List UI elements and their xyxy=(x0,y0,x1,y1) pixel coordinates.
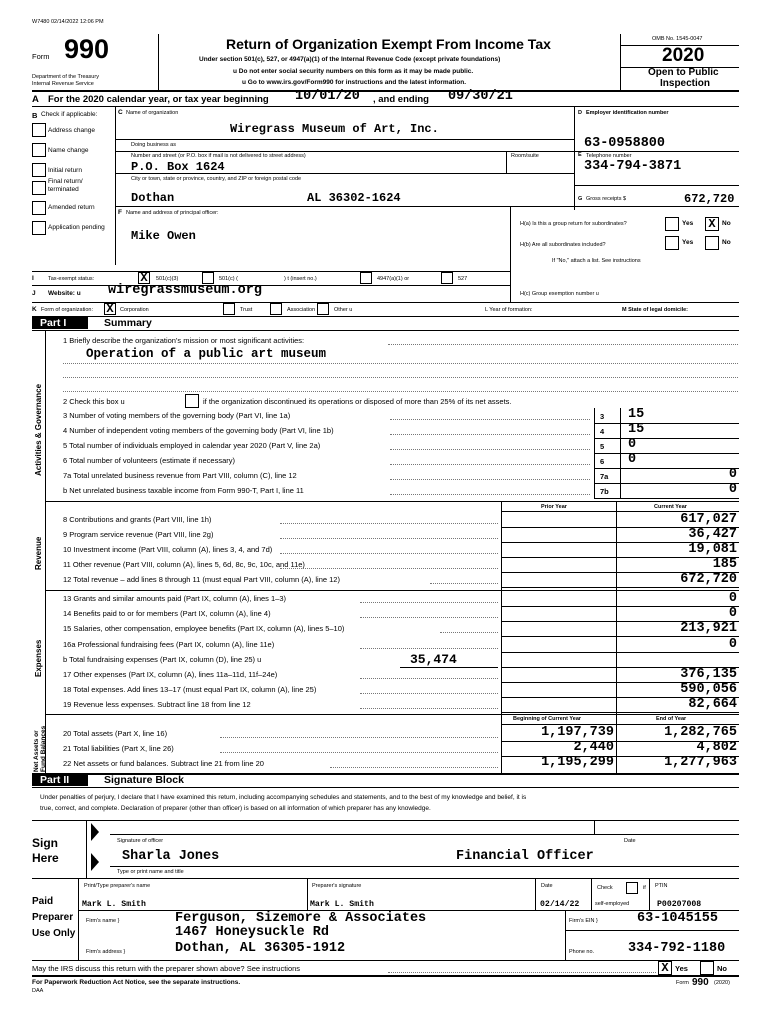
principal-officer[interactable]: Mike Owen xyxy=(131,229,196,243)
tax-year: 2020 xyxy=(662,45,705,66)
gov-line-text: 5 Total number of individuals employed in calendar year 2020 (Part V, line 2a) xyxy=(63,441,321,450)
expense-current-year[interactable]: 0 xyxy=(728,591,737,606)
expense-current-year[interactable]: 213,921 xyxy=(680,621,737,636)
paid-label: Paid xyxy=(32,896,54,907)
application-pending-label: Application pending xyxy=(48,224,105,231)
gov-line-number: 6 xyxy=(600,457,605,466)
street-address[interactable]: P.O. Box 1624 xyxy=(131,160,225,174)
revenue-line-text: 8 Contributions and grants (Part VIII, line 1h) xyxy=(63,515,212,524)
form-number: 990 xyxy=(64,34,110,64)
corporation-label: Corporation xyxy=(120,307,149,313)
part1-label: Part I xyxy=(40,317,67,329)
hb-yes-checkbox[interactable] xyxy=(665,236,679,250)
firm-address-1[interactable]: 1467 Honeysuckle Rd xyxy=(175,925,329,940)
gov-line-number: 5 xyxy=(600,442,605,451)
part2-label: Part II xyxy=(40,774,70,786)
paperwork-notice: For Paperwork Reduction Act Notice, see the separate instructions. xyxy=(32,979,241,986)
form-word: Form xyxy=(32,52,50,61)
ha-yes-label: Yes xyxy=(682,220,694,227)
line-a-label: A xyxy=(32,94,39,105)
section-d-label: D xyxy=(578,110,582,116)
street-label: Number and street (or P.O. box if mail is not delivered to street address) xyxy=(131,153,306,159)
preparer-date[interactable]: 02/14/22 xyxy=(540,900,580,909)
sign-arrow-icon-2 xyxy=(91,853,99,871)
discuss-yes-checkbox[interactable]: X xyxy=(658,961,672,975)
amended-return-label: Amended return xyxy=(48,204,95,211)
and-ending: , and ending xyxy=(373,94,429,105)
final-return-label: Final return/ terminated xyxy=(48,178,83,193)
hb-yes-label: Yes xyxy=(682,239,694,246)
gov-line-text: 7a Total unrelated business revenue from Part VIII, column (C), line 12 xyxy=(63,471,297,480)
net-assets-line-text: 21 Total liabilities (Part X, line 26) xyxy=(63,744,174,753)
expense-current-year[interactable]: 376,135 xyxy=(680,667,737,682)
open-public: Open to Public xyxy=(648,67,719,78)
prior-year-header: Prior Year xyxy=(541,504,567,510)
ha-question: H(a) Is this a group return for subordinates? xyxy=(520,221,627,227)
side-activities: Activities & Governance xyxy=(34,383,43,476)
ein-value[interactable]: 63-0958800 xyxy=(584,136,666,151)
instructions-note: u Go to www.irs.gov/Form990 for instructions and the latest information. xyxy=(242,79,467,86)
type-name-label: Type or print name and title xyxy=(117,869,184,875)
501c-label: 501(c) ( xyxy=(219,276,238,282)
section-i-label: I xyxy=(32,275,34,282)
signer-title[interactable]: Financial Officer xyxy=(456,849,594,864)
dept-irs: Internal Revenue Service xyxy=(32,81,94,87)
expense-line-text: 19 Revenue less expenses. Subtract line 18 from line 12 xyxy=(63,700,251,709)
discuss-no-checkbox[interactable] xyxy=(700,961,714,975)
expense-line-text: 14 Benefits paid to or for members (Part IX, column (A), line 4) xyxy=(63,609,271,618)
if-label: if xyxy=(643,885,646,891)
legal-domicile-label: M State of legal domicile: xyxy=(622,307,689,313)
firm-name-label: Firm's name } xyxy=(86,918,120,924)
insert-no-label: ) t (insert no.) xyxy=(284,276,317,282)
signer-name[interactable]: Sharla Jones xyxy=(122,849,220,864)
expense-line-text: 18 Total expenses. Add lines 13–17 (must equal Part IX, column (A), line 25) xyxy=(63,685,317,694)
net-assets-beginning[interactable]: 1,195,299 xyxy=(541,755,614,770)
net-assets-end[interactable]: 4,802 xyxy=(696,740,737,755)
application-pending-checkbox[interactable] xyxy=(32,221,46,235)
footer-form-year: (2020) xyxy=(714,980,730,986)
footer-form-word: Form xyxy=(676,980,689,986)
principal-officer-label: Name and address of principal officer: xyxy=(126,210,219,216)
part2-title: Signature Block xyxy=(104,774,184,786)
sign-label: Sign xyxy=(32,836,58,850)
expense-current-year[interactable]: 590,056 xyxy=(680,682,737,697)
prep-sig-label: Preparer's signature xyxy=(312,883,362,889)
trust-checkbox[interactable] xyxy=(223,303,235,315)
dba-label: Doing business as xyxy=(131,142,176,148)
final-return-checkbox[interactable] xyxy=(32,181,46,195)
net-assets-beginning[interactable]: 2,440 xyxy=(573,740,614,755)
line-a-text: For the 2020 calendar year, or tax year beginning xyxy=(48,94,269,105)
city[interactable]: Dothan xyxy=(131,191,175,205)
side-net-assets: Net Assets or Fund Balances xyxy=(33,725,47,772)
gov-line-text: 3 Number of voting members of the governing body (Part VI, line 1a) xyxy=(63,411,291,420)
other-org-label: Other u xyxy=(334,307,353,313)
other-org-checkbox[interactable] xyxy=(317,303,329,315)
gov-line-number: 4 xyxy=(600,427,605,436)
hc-question: H(c) Group exemption number u xyxy=(520,291,599,297)
ssn-note: u Do not enter social security numbers on this form as it may be made public. xyxy=(233,68,474,75)
firm-ein-label: Firm's EIN } xyxy=(569,918,598,924)
org-name[interactable]: Wiregrass Museum of Art, Inc. xyxy=(230,122,439,136)
hb-no-label: No xyxy=(722,239,731,246)
form-subtitle: Under section 501(c), 527, or 4947(a)(1) of the Internal Revenue Code (except private foundations) xyxy=(199,56,501,63)
discuss-yes-label: Yes xyxy=(675,964,688,973)
print-stamp: W7480 02/14/2022 12:06 PM xyxy=(32,19,104,25)
ein-label: Employer identification number xyxy=(586,110,669,116)
gov-line-number: 7a xyxy=(600,472,609,481)
state-zip[interactable]: AL 36302-1624 xyxy=(307,191,401,205)
initial-return-checkbox[interactable] xyxy=(32,163,46,177)
eoy-header: End of Year xyxy=(656,716,687,722)
expense-current-year[interactable]: 0 xyxy=(728,637,737,652)
expense-line-text: b Total fundraising expenses (Part IX, column (D), line 25) u xyxy=(63,655,262,664)
part1-title: Summary xyxy=(104,317,152,329)
4947-label: 4947(a)(1) or xyxy=(377,276,410,282)
signature-officer-label: Signature of officer xyxy=(117,838,164,844)
preparer-signature[interactable]: Mark L. Smith xyxy=(310,900,374,909)
daa-label: DAA xyxy=(32,988,44,994)
current-year-header: Current Year xyxy=(654,504,687,510)
open-inspection: Inspection xyxy=(660,78,711,89)
gov-line-number: 3 xyxy=(600,412,605,421)
initial-return-label: Initial return xyxy=(48,167,82,174)
tax-exempt-label: Tax-exempt status: xyxy=(48,276,95,282)
net-assets-line-text: 20 Total assets (Part X, line 16) xyxy=(63,729,168,738)
firm-ein[interactable]: 63-1045155 xyxy=(637,911,719,926)
hb-question: H(b) Are all subordinates included? xyxy=(520,242,606,248)
fundraising-expenses[interactable]: 35,474 xyxy=(410,652,457,667)
firm-address-label: Firm's address } xyxy=(86,949,126,955)
revenue-line-text: 10 Investment income (Part VIII, column (A), lines 3, 4, and 7d) xyxy=(63,545,273,554)
discuss-question: May the IRS discuss this return with the preparer shown above? See instructions xyxy=(32,964,301,973)
self-employed-checkbox[interactable] xyxy=(626,882,638,894)
city-label: City or town, state or province, country, and ZIP or foreign postal code xyxy=(131,176,302,182)
gov-line-text: b Net unrelated business taxable income from Form 990-T, Part I, line 11 xyxy=(63,486,304,495)
firm-phone-label: Phone no. xyxy=(569,949,595,955)
f-label: F xyxy=(118,209,122,216)
sign-date-label: Date xyxy=(624,838,636,844)
net-assets-beginning[interactable]: 1,197,739 xyxy=(541,725,614,740)
expense-line-text: 15 Salaries, other compensation, employee benefits (Part IX, column (A), lines 5–10) xyxy=(63,624,345,633)
here-label: Here xyxy=(32,851,59,865)
net-assets-line-text: 22 Net assets or fund balances. Subtract line 21 from line 20 xyxy=(63,759,264,768)
org-name-label: Name of organization xyxy=(126,110,179,116)
boy-header: Beginning of Current Year xyxy=(513,716,582,722)
address-change-checkbox[interactable] xyxy=(32,123,46,137)
discontinued-checkbox[interactable] xyxy=(185,394,199,408)
net-assets-end[interactable]: 1,277,963 xyxy=(664,755,737,770)
section-e-label: E xyxy=(578,152,582,158)
expense-line-text: 13 Grants and similar amounts paid (Part IX, column (A), lines 1–3) xyxy=(63,594,287,603)
expense-current-year[interactable]: 0 xyxy=(728,606,737,621)
gov-line-text: 6 Total number of volunteers (estimate if necessary) xyxy=(63,456,236,465)
section-j-label: J xyxy=(32,290,36,297)
revenue-line-text: 9 Program service revenue (Part VIII, line 2g) xyxy=(63,530,214,539)
section-k-label: K xyxy=(32,306,37,313)
gross-receipts-label: Gross receipts $ xyxy=(586,196,627,202)
527-label: 527 xyxy=(458,276,468,282)
expense-current-year[interactable]: 82,664 xyxy=(688,697,737,712)
gov-line-value[interactable]: 0 xyxy=(728,467,737,482)
ha-no-label: No xyxy=(722,220,731,227)
section-g-label: G xyxy=(578,196,583,202)
net-assets-end[interactable]: 1,282,765 xyxy=(664,725,737,740)
side-revenue: Revenue xyxy=(34,536,43,570)
preparer-label: Preparer xyxy=(32,912,74,923)
form-title: Return of Organization Exempt From Income Tax xyxy=(226,36,551,52)
gov-line-value[interactable]: 15 xyxy=(628,422,645,437)
line2-text-b: if the organization discontinued its operations or disposed of more than 25% of its net assets. xyxy=(203,397,512,406)
firm-address-2[interactable]: Dothan, AL 36305-1912 xyxy=(175,941,346,956)
revenue-current-year[interactable]: 185 xyxy=(712,557,737,572)
use-only-label: Use Only xyxy=(32,928,76,939)
ptin-value[interactable]: P00207008 xyxy=(657,900,702,909)
penalty-text-1: Under penalties of perjury, I declare that I have examined this return, including accompanying schedules and statements, and to the best of my knowledge and belief, it is xyxy=(40,794,527,801)
dept-treasury: Department of the Treasury xyxy=(32,74,99,80)
website-label: Website: u xyxy=(48,290,81,297)
revenue-current-year[interactable]: 19,081 xyxy=(688,542,737,557)
gov-line-value[interactable]: 0 xyxy=(628,437,637,452)
gov-line-value[interactable]: 0 xyxy=(628,452,637,467)
ha-no-checkbox[interactable]: X xyxy=(705,217,719,231)
501c3-label: 501(c)(3) xyxy=(156,276,179,282)
discuss-no-label: No xyxy=(717,964,727,973)
sign-arrow-icon xyxy=(91,823,99,841)
name-change-checkbox[interactable] xyxy=(32,143,46,157)
revenue-current-year[interactable]: 36,427 xyxy=(688,527,737,542)
year-formation-label: L Year of formation: xyxy=(485,307,533,313)
501c3-checkbox[interactable]: X xyxy=(138,272,150,284)
revenue-current-year[interactable]: 672,720 xyxy=(680,572,737,587)
trust-label: Trust xyxy=(240,307,253,313)
prep-date-label: Date xyxy=(541,883,553,889)
ptin-label: PTIN xyxy=(655,883,668,889)
hb-no-checkbox[interactable] xyxy=(705,236,719,250)
4947-checkbox[interactable] xyxy=(360,272,372,284)
expense-line-text: 16a Professional fundraising fees (Part IX, column (A), line 11e) xyxy=(63,640,275,649)
gov-line-text: 4 Number of independent voting members of the governing body (Part VI, line 1b) xyxy=(63,426,334,435)
line2-text: 2 Check this box u xyxy=(63,397,125,406)
corporation-checkbox[interactable]: X xyxy=(104,303,116,315)
prep-name-label: Print/Type preparer's name xyxy=(84,883,151,889)
gov-line-value[interactable]: 0 xyxy=(728,482,737,497)
room-suite-label: Room/suite xyxy=(511,153,539,159)
527-checkbox[interactable] xyxy=(441,272,453,284)
gross-receipts[interactable]: 672,720 xyxy=(684,192,735,206)
preparer-name[interactable]: Mark L. Smith xyxy=(82,900,146,909)
hb-note: If "No," attach a list. See instructions xyxy=(552,258,641,264)
penalty-text-2: true, correct, and complete. Declaration of preparer (other than officer) is based on all information of which preparer has any knowledge. xyxy=(40,805,431,812)
omb-number: OMB No. 1545-0047 xyxy=(652,36,703,42)
association-checkbox[interactable] xyxy=(270,303,282,315)
address-change-label: Address change xyxy=(48,127,95,134)
section-c-label: C xyxy=(118,109,123,116)
gov-line-number: 7b xyxy=(600,487,609,496)
phone-label: Telephone number xyxy=(586,153,632,159)
name-change-label: Name change xyxy=(48,147,89,154)
tax-year-end[interactable]: 09/30/21 xyxy=(448,89,513,104)
revenue-current-year[interactable]: 617,027 xyxy=(680,512,737,527)
side-expenses: Expenses xyxy=(34,639,43,677)
association-label: Association xyxy=(287,307,316,313)
footer-form-number: 990 xyxy=(692,977,709,988)
tax-year-begin[interactable]: 10/01/20 xyxy=(295,89,360,104)
section-b-title: Check if applicable: xyxy=(41,111,98,118)
expense-line-text: 17 Other expenses (Part IX, column (A), lines 11a–11d, 11f–24e) xyxy=(63,670,278,679)
website[interactable]: wiregrassmuseum.org xyxy=(108,283,262,298)
section-b-label: B xyxy=(32,111,38,120)
revenue-line-text: 11 Other revenue (Part VIII, column (A), lines 5, 6d, 8c, 9c, 10c, and 11e) xyxy=(63,560,305,569)
mission-statement[interactable]: Operation of a public art museum xyxy=(86,347,327,361)
gov-line-value[interactable]: 15 xyxy=(628,407,645,422)
revenue-line-text: 12 Total revenue – add lines 8 through 11 (must equal Part VIII, column (A), line 12) xyxy=(63,575,340,584)
firm-name[interactable]: Ferguson, Sizemore & Associates xyxy=(175,911,427,926)
line1-text: 1 Briefly describe the organization's mission or most significant activities: xyxy=(63,336,305,345)
amended-return-checkbox[interactable] xyxy=(32,201,46,215)
phone-value[interactable]: 334-794-3871 xyxy=(584,159,682,174)
self-employed-label: self-employed xyxy=(595,901,630,907)
firm-phone[interactable]: 334-792-1180 xyxy=(628,941,726,956)
ha-yes-checkbox[interactable] xyxy=(665,217,679,231)
check-label: Check xyxy=(597,885,613,891)
org-form-label: Form of organization: xyxy=(41,307,93,313)
